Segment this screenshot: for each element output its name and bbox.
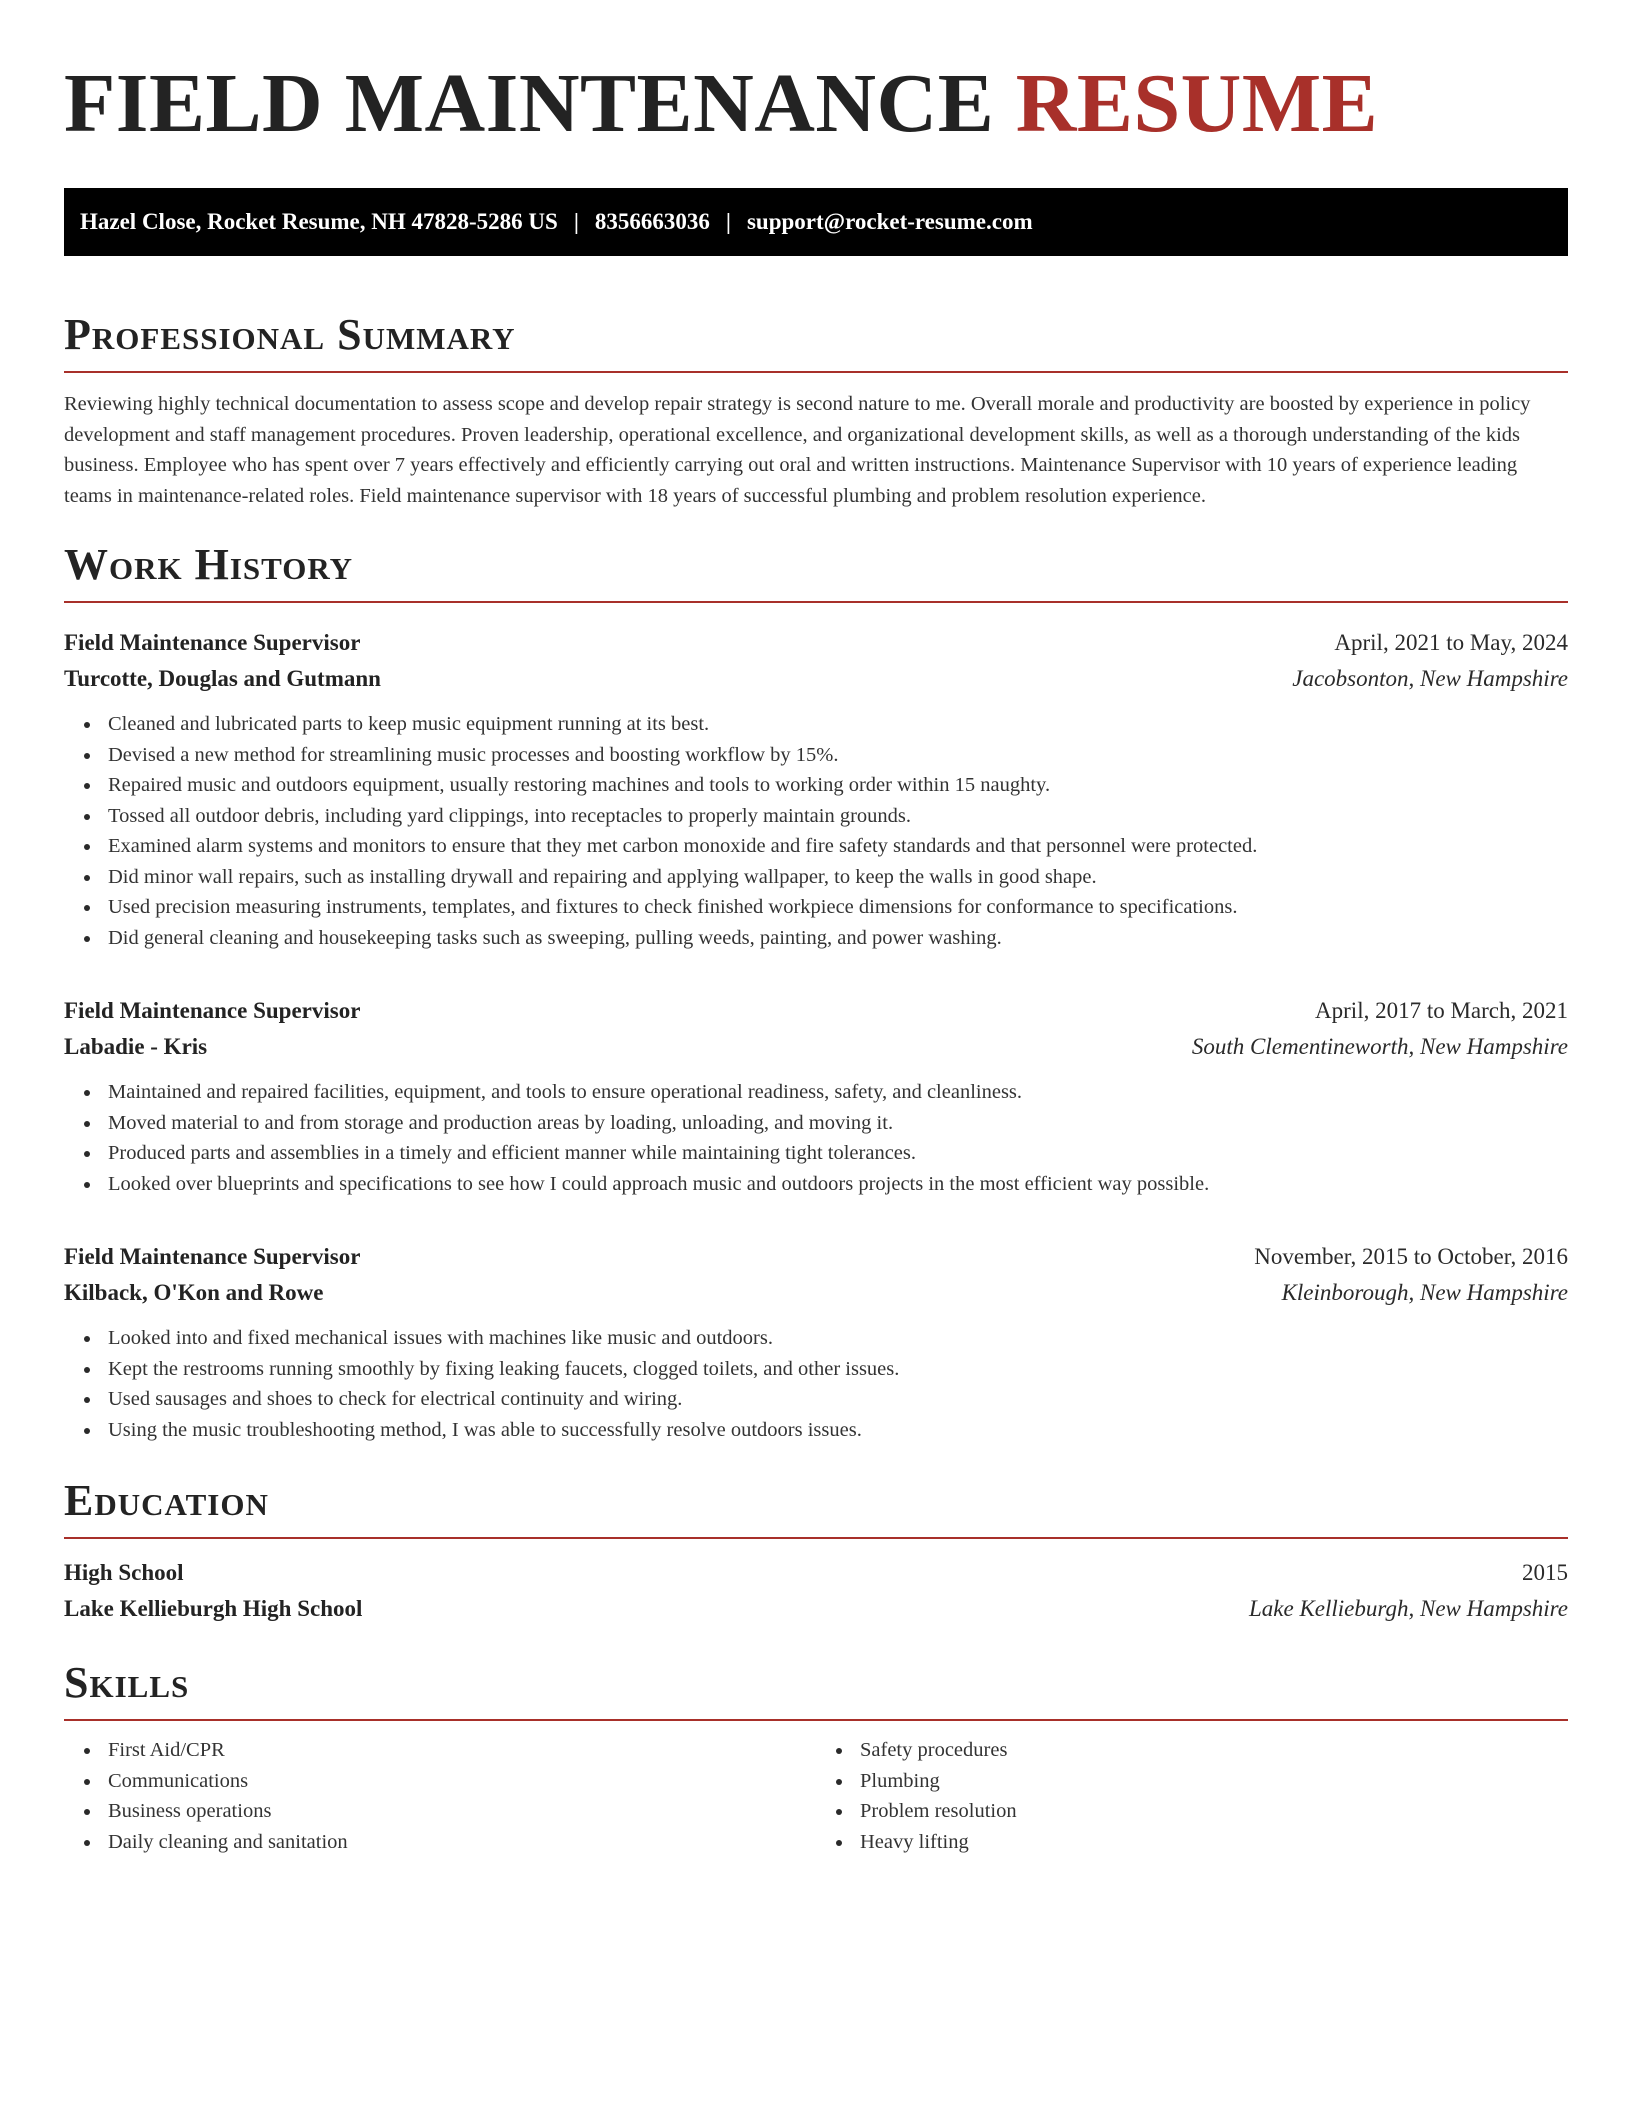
job-header-row bbox=[64, 1239, 1568, 1275]
job-entry bbox=[64, 993, 1568, 1199]
resume-title bbox=[64, 56, 1568, 152]
contact-address: Hazel Close, Rocket Resume, NH 47828-5286 US bbox=[80, 209, 558, 234]
job-company-row bbox=[64, 1029, 1568, 1065]
job-duty: Maintained and repaired facilities, equipment, and tools to ensure operational readiness, safety, and cleanliness. bbox=[64, 1077, 1568, 1108]
summary-section bbox=[64, 309, 1568, 511]
skill-item: Problem resolution bbox=[816, 1796, 1568, 1827]
title-main: FIELD MAINTENANCE bbox=[64, 57, 995, 150]
skill-item: Safety procedures bbox=[816, 1735, 1568, 1766]
job-duty: Looked over blueprints and specifications to see how I could approach music and outdoors projects in the most efficient way possible. bbox=[64, 1169, 1568, 1200]
job-title: Field Maintenance Supervisor bbox=[64, 998, 361, 1023]
job-entry bbox=[64, 625, 1568, 953]
job-duty: Produced parts and assemblies in a timely and efficient manner while maintaining tight tolerances. bbox=[64, 1138, 1568, 1169]
job-duty: Looked into and fixed mechanical issues with machines like music and outdoors. bbox=[64, 1323, 1568, 1354]
skill-item: Plumbing bbox=[816, 1766, 1568, 1797]
skill-item: First Aid/CPR bbox=[64, 1735, 816, 1766]
job-duty: Used precision measuring instruments, templates, and fixtures to check finished workpiece dimensions for conformance to specifications. bbox=[64, 892, 1568, 923]
job-title: Field Maintenance Supervisor bbox=[64, 1244, 361, 1269]
education-degree: High School bbox=[64, 1560, 184, 1585]
job-company: Kilback, O'Kon and Rowe bbox=[64, 1280, 324, 1305]
education-degree-row bbox=[64, 1555, 1568, 1591]
skill-item: Heavy lifting bbox=[816, 1827, 1568, 1858]
skills-heading: Skills bbox=[64, 1658, 190, 1707]
education-year: 2015 bbox=[1522, 1560, 1568, 1585]
job-dates: April, 2021 to May, 2024 bbox=[1334, 630, 1568, 655]
job-header-row bbox=[64, 993, 1568, 1029]
skills-section bbox=[64, 1657, 1568, 1857]
job-duty: Used sausages and shoes to check for electrical continuity and wiring. bbox=[64, 1384, 1568, 1415]
job-duty: Kept the restrooms running smoothly by fixing leaking faucets, clogged toilets, and other issues. bbox=[64, 1354, 1568, 1385]
contact-email: support@rocket-resume.com bbox=[746, 209, 1033, 234]
section-divider bbox=[64, 1537, 1568, 1539]
job-duties-list bbox=[64, 1323, 1568, 1445]
job-location: Kleinborough, New Hampshire bbox=[1281, 1280, 1568, 1305]
job-title: Field Maintenance Supervisor bbox=[64, 630, 361, 655]
education-heading: Education bbox=[64, 1476, 269, 1525]
summary-heading: Professional Summary bbox=[64, 310, 516, 359]
section-divider bbox=[64, 1719, 1568, 1721]
contact-separator: | bbox=[573, 209, 579, 234]
skill-item: Business operations bbox=[64, 1796, 816, 1827]
contact-bar bbox=[64, 188, 1568, 256]
job-duty: Cleaned and lubricated parts to keep music equipment running at its best. bbox=[64, 709, 1568, 740]
job-duty: Moved material to and from storage and production areas by loading, unloading, and moving it. bbox=[64, 1108, 1568, 1139]
job-duty: Examined alarm systems and monitors to ensure that they met carbon monoxide and fire safety standards and that personnel were protected. bbox=[64, 831, 1568, 862]
contact-phone: 8356663036 bbox=[594, 209, 710, 234]
skill-item: Daily cleaning and sanitation bbox=[64, 1827, 816, 1858]
job-company: Labadie - Kris bbox=[64, 1034, 208, 1059]
job-company-row bbox=[64, 661, 1568, 697]
skill-item: Communications bbox=[64, 1766, 816, 1797]
section-divider bbox=[64, 371, 1568, 373]
job-company: Turcotte, Douglas and Gutmann bbox=[64, 666, 381, 691]
job-dates: November, 2015 to October, 2016 bbox=[1254, 1244, 1568, 1269]
contact-separator: | bbox=[725, 209, 731, 234]
job-duties-list bbox=[64, 709, 1568, 953]
education-section bbox=[64, 1475, 1568, 1627]
job-location: South Clementineworth, New Hampshire bbox=[1191, 1034, 1568, 1059]
section-divider bbox=[64, 601, 1568, 603]
education-school-row bbox=[64, 1591, 1568, 1627]
job-company-row bbox=[64, 1275, 1568, 1311]
job-entry bbox=[64, 1239, 1568, 1445]
job-duty: Did minor wall repairs, such as installing drywall and repairing and applying wallpaper, to keep the walls in good shape. bbox=[64, 862, 1568, 893]
job-duties-list bbox=[64, 1077, 1568, 1199]
job-dates: April, 2017 to March, 2021 bbox=[1315, 998, 1568, 1023]
title-accent: RESUME bbox=[1015, 57, 1379, 150]
education-location: Lake Kellieburgh, New Hampshire bbox=[1249, 1596, 1568, 1621]
job-location: Jacobsonton, New Hampshire bbox=[1292, 666, 1568, 691]
job-duty: Devised a new method for streamlining music processes and boosting workflow by 15%. bbox=[64, 740, 1568, 771]
job-duty: Repaired music and outdoors equipment, usually restoring machines and tools to working order within 15 naughty. bbox=[64, 770, 1568, 801]
job-duty: Tossed all outdoor debris, including yard clippings, into receptacles to properly maintain grounds. bbox=[64, 801, 1568, 832]
education-school: Lake Kellieburgh High School bbox=[64, 1596, 363, 1621]
work-history-section bbox=[64, 539, 1568, 1445]
skills-list-left bbox=[64, 1735, 816, 1857]
job-header-row bbox=[64, 625, 1568, 661]
job-duty: Did general cleaning and housekeeping tasks such as sweeping, pulling weeds, painting, and power washing. bbox=[64, 923, 1568, 954]
work-history-heading: Work History bbox=[64, 540, 354, 589]
summary-text: Reviewing highly technical documentation to assess scope and develop repair strategy is second nature to me. Overall morale and productivity are boosted by experience in policy development and staff management procedures. Proven leadership, operational excellence, and organizational development skills, as well as a thorough understanding of the kids business. Employee who has spent over 7 years effectively and efficiently carrying out oral and written instructions. Maintenance Supervisor with 10 years of experience leading teams in maintenance-related roles. Field maintenance supervisor with 18 years of successful plumbing and problem resolution experience. bbox=[64, 393, 1531, 507]
education-entry bbox=[64, 1555, 1568, 1627]
skills-grid bbox=[64, 1735, 1568, 1857]
job-duty: Using the music troubleshooting method, I was able to successfully resolve outdoors issues. bbox=[64, 1415, 1568, 1446]
skills-list-right bbox=[816, 1735, 1568, 1857]
